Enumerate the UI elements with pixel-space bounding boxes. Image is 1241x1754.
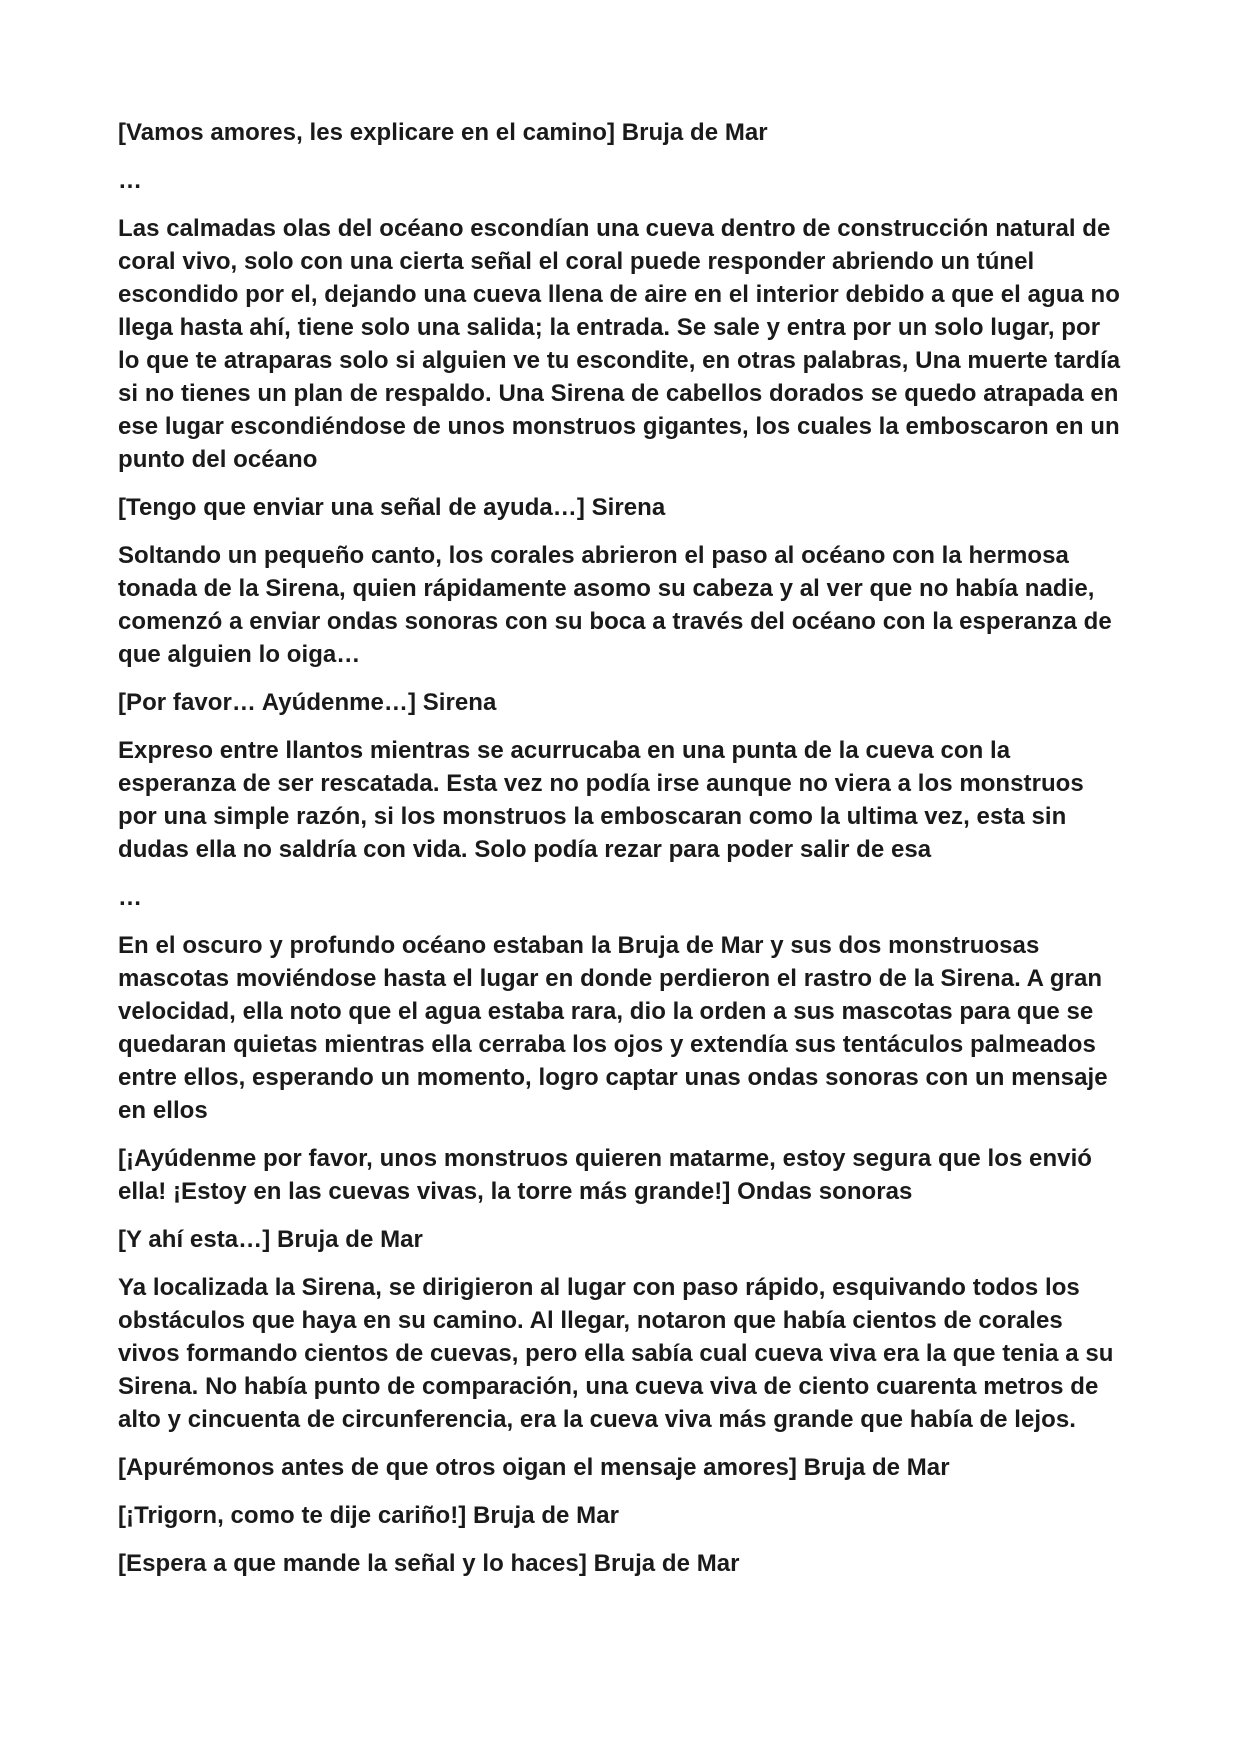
paragraph-dialogue: [Vamos amores, les explicare en el camino] Bruja de Mar <box>118 119 768 146</box>
paragraph-dialogue: [Por favor… Ayúdenme…] Sirena <box>118 689 497 716</box>
paragraph-narration: Expreso entre llantos mientras se acurrucaba en una punta de la cueva con la esperanza de ser rescatada. Esta vez no podía irse aunque no viera a los monstruos por una simple razón, si los monstruos la emboscaran como la ultima vez, esta sin dudas ella no saldría con vida. Solo podía rezar para poder salir de esa <box>118 737 1084 863</box>
paragraph-dialogue: [Tengo que enviar una señal de ayuda…] Sirena <box>118 494 666 521</box>
paragraph-separator: … <box>118 167 143 194</box>
paragraph-narration: Las calmadas olas del océano escondían una cueva dentro de construcción natural de coral vivo, solo con una cierta señal el coral puede responder abriendo un túnel escondido por el, dejando una cueva llena de aire en el interior debido a que el agua no llega hasta ahí, tiene solo una salida; la entrada. Se sale y entra por un solo lugar, por lo que te atraparas solo si alguien ve tu escondite, en otras palabras, Una muerte tardía si no tienes un plan de respaldo. Una Sirena de cabellos dorados se quedo atrapada en ese lugar escondiéndose de unos monstruos gigantes, los cuales la emboscaron en un punto del océano <box>118 215 1121 473</box>
paragraph-dialogue: [Espera a que mande la señal y lo haces] Bruja de Mar <box>118 1550 740 1577</box>
paragraph-narration: Ya localizada la Sirena, se dirigieron al lugar con paso rápido, esquivando todos los obstáculos que haya en su camino. Al llegar, notaron que había cientos de corales vivos formando cientos de cuevas, pero ella sabía cual cueva viva era la que tenia a su Sirena. No había punto de comparación, una cueva viva de ciento cuarenta metros de alto y cincuenta de circunferencia, era la cueva viva más grande que había de lejos. <box>118 1274 1114 1433</box>
paragraph-narration: En el oscuro y profundo océano estaban la Bruja de Mar y sus dos monstruosas mascotas moviéndose hasta el lugar en donde perdieron el rastro de la Sirena. A gran velocidad, ella noto que el agua estaba rara, dio la orden a sus mascotas para que se quedaran quietas mientras ella cerraba los ojos y extendía sus tentáculos palmeados entre ellos, esperando un momento, logro captar unas ondas sonoras con un mensaje en ellos <box>118 932 1108 1124</box>
paragraph-narration: Soltando un pequeño canto, los corales abrieron el paso al océano con la hermosa tonada de la Sirena, quien rápidamente asomo su cabeza y al ver que no había nadie, comenzó a enviar ondas sonoras con su boca a través del océano con la esperanza de que alguien lo oiga… <box>118 542 1112 668</box>
document-body <box>118 116 1128 1595</box>
paragraph-dialogue: [Apurémonos antes de que otros oigan el mensaje amores] Bruja de Mar <box>118 1454 950 1481</box>
paragraph-dialogue: [¡Ayúdenme por favor, unos monstruos quieren matarme, estoy segura que los envió ella! ¡Estoy en las cuevas vivas, la torre más grande!] Ondas sonoras <box>118 1145 1092 1205</box>
paragraph-separator: … <box>118 884 143 911</box>
paragraph-dialogue: [¡Trigorn, como te dije cariño!] Bruja de Mar <box>118 1502 619 1529</box>
paragraph-dialogue: [Y ahí esta…] Bruja de Mar <box>118 1226 423 1253</box>
